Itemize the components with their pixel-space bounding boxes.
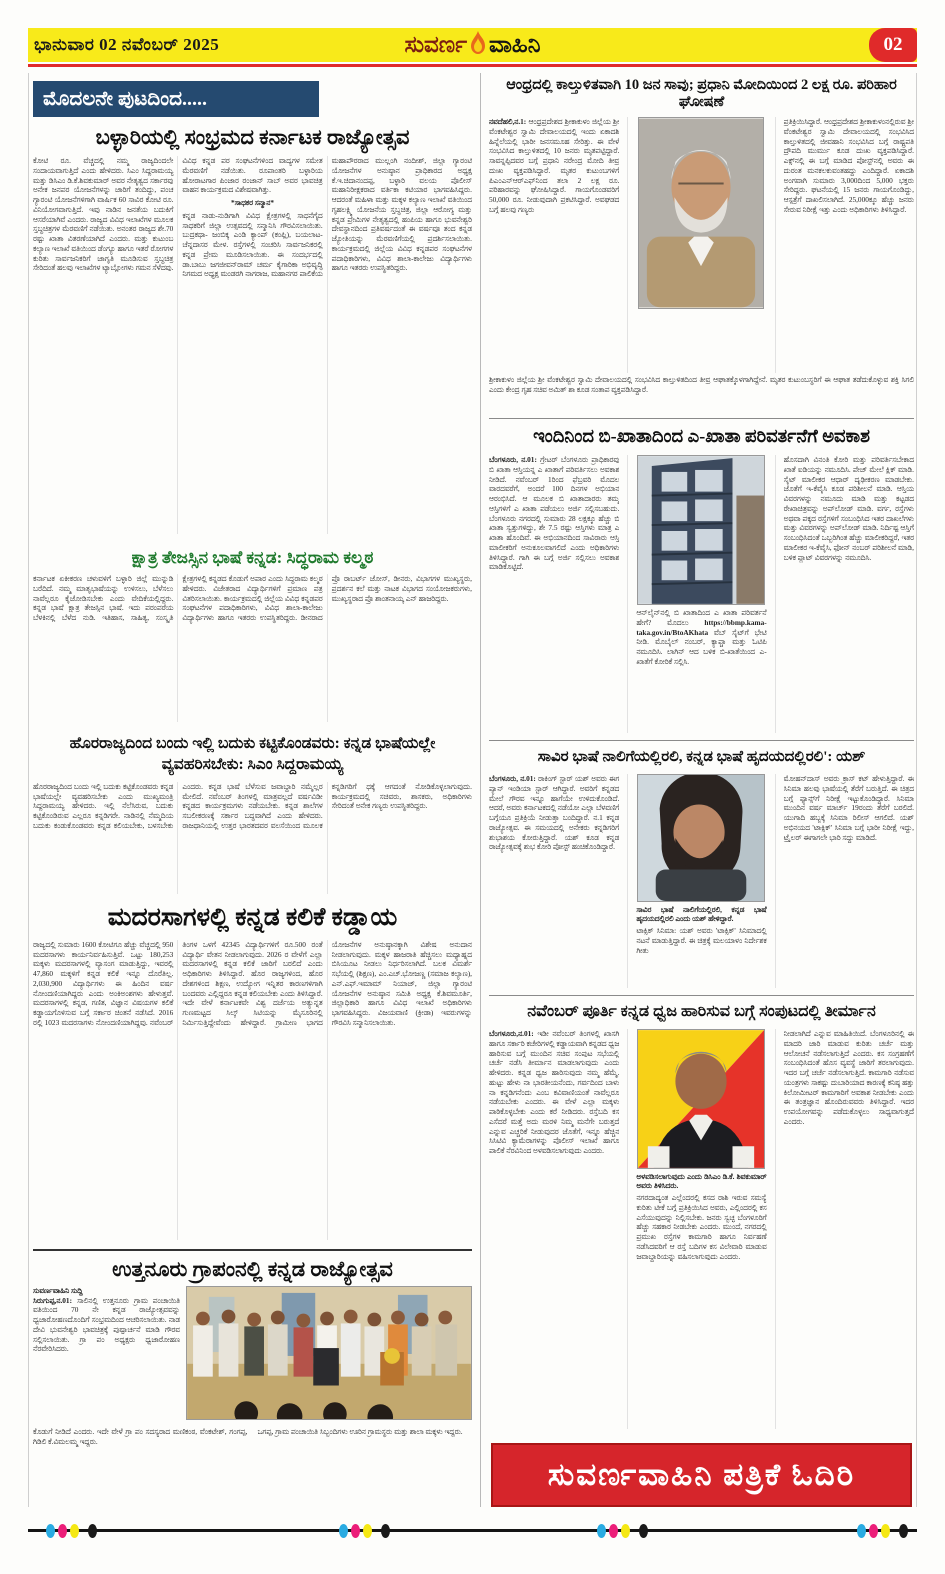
article-body bbox=[489, 774, 914, 988]
column-3 bbox=[775, 1029, 914, 1429]
group-photo bbox=[186, 1286, 472, 1420]
header-red-rule bbox=[28, 64, 917, 67]
body-text: ಹೊರರಾಜ್ಯದಿಂದ ಬಂದು ಇಲ್ಲಿ ಬದುಕು ಕಟ್ಟಿಕೊಂಡವರು ಕನ್ನಡ ಭಾಷೆಯಲ್ಲೇ ವ್ಯವಹರಿಸಬೇಕು ಎಂದು ಮುಖ್ಯಮಂತ್ರಿ ಸಿದ್ದರಾಮಯ್ಯ ಹೇಳಿದರು. ಇಲ್ಲಿ ನೆಲೆಸಿರುವ, ಬದುಕು ಕಟ್ಟಿಕೊಂಡಿರುವ ಎಲ್ಲರೂ ಕನ್ನಡಿಗರೇ. ನಾಡಿನಲ್ಲಿ ನೆಮ್ಮದಿಯ ಬದುಕು ಕಂಡುಕೊಂಡವರು ಕನ್ನಡ ಕಲಿಯಬೇಕು, ಬಳಸಬೇಕು ಎಂದರು. ಕನ್ನಡ ಭಾಷೆ ಬೆಳೆಸುವ ಜವಾಬ್ದಾರಿ ನಮ್ಮೆಲ್ಲರ ಮೇಲಿದೆ. ನವೆಂಬರ್ ತಿಂಗಳಲ್ಲಿ ಮಾತ್ರವಲ್ಲದೆ ವರ್ಷವಿಡೀ ಕನ್ನಡದ ಕಾರ್ಯಕ್ರಮಗಳು ನಡೆಯಬೇಕು. ಕನ್ನಡ ಶಾಲೆಗಳ ಸಬಲೀಕರಣಕ್ಕೆ ಸರ್ಕಾರ ಬದ್ಧವಾಗಿದೆ ಎಂದು ಹೇಳಿದರು. ರಾಜಧಾನಿಯಲ್ಲಿ ಉತ್ತರ ಭಾರತದವರ ವಲಸೆಯಿಂದ ಮೂಲಕ ಕನ್ನಡಿಗರಿಗೆ ಧಕ್ಕೆ ಆಗದಂತೆ ನೋಡಿಕೊಳ್ಳಲಾಗುವುದು. ಕಾರ್ಯಕ್ರಮದಲ್ಲಿ ಸಚಿವರು, ಶಾಸಕರು, ಅಧಿಕಾರಿಗಳು ಸೇರಿದಂತೆ ಅನೇಕ ಗಣ್ಯರು ಉಪಸ್ಥಿತರಿದ್ದರು. bbox=[33, 781, 472, 830]
article-madrasa-kannada bbox=[33, 904, 472, 1240]
article-body bbox=[489, 117, 914, 373]
body-text: ಸಾಲಿನಲ್ಲಿ ಉತ್ತನೂರು ಗ್ರಾಮ ಪಂಚಾಯಿತಿ ವತಿಯಿಂದ 70 ನೇ ಕನ್ನಡ ರಾಜ್ಯೋತ್ಸವವನ್ನು ಧ್ವಜಾರೋಹಣದೊಂದಿಗೆ ಸಂಭ್ರಮದಿಂದ ಆಚರಿಸಲಾಯಿತು. ನಾಡ ದೇವಿ ಭುವನೇಶ್ವರಿ ಭಾವಚಿತ್ರಕ್ಕೆ ಪುಷ್ಪಾರ್ಚನೆ ಮಾಡಿ ಗೌರವ ಸಲ್ಲಿಸಲಾಯಿತು. ಗ್ರಾ ಪಂ ಅಧ್ಯಕ್ಷರು ಧ್ವಜಾರೋಹಣ ನೆರವೇರಿಸಿದರು. bbox=[33, 1295, 180, 1354]
body-text: ಕರ್ನಾಟಕ ಏಕೀಕರಣ ಚಳುವಳಿಗೆ ಬಳ್ಳಾರಿ ಜಿಲ್ಲೆ ಮುನ್ನುಡಿ ಬರೆದಿದೆ. ನಮ್ಮ ಮಾತೃಭಾಷೆಯನ್ನು ಉಳಿಸಲು, ಬೆಳೆಸಲು ನಾವೆಲ್ಲರೂ ಕೈಜೋಡಿಸಬೇಕು ಎಂದು ವೇದಿಕೆಯಲ್ಲಿದ್ದರು. ಕನ್ನಡ ಭಾಷೆ ಕ್ಷಾತ್ರ ತೇಜಸ್ಸಿನ ಭಾಷೆ. ಇದು ಪರಂಪರೆಯ ಬೆಳಕಿನಲ್ಲಿ ಬೆಳೆದ ನುಡಿ. ಇತಿಹಾಸ, ಸಾಹಿತ್ಯ, ಸಂಸ್ಕೃತಿ ಕ್ಷೇತ್ರಗಳಲ್ಲಿ ಕನ್ನಡದ ಕೊಡುಗೆ ಅಪಾರ ಎಂದು ಸಿದ್ಧರಾಮ ಕಲ್ಮಠ ಹೇಳಿದರು. ವಿಜೇತರಾದ ವಿದ್ಯಾರ್ಥಿಗಳಿಗೆ ಪ್ರಮಾಣ ಪತ್ರ ವಿತರಿಸಲಾಯಿತು. ಕಾರ್ಯಕ್ರಮದಲ್ಲಿ ಜಿಲ್ಲೆಯ ವಿವಿಧ ಕನ್ನಡಪರ ಸಂಘಟನೆಗಳ ಪದಾಧಿಕಾರಿಗಳು, ವಿವಿಧ ಶಾಲಾ-ಕಾಲೇಜು ವಿದ್ಯಾರ್ಥಿಗಳು ಹಾಗೂ ಇತರರು ಉಪಸ್ಥಿತರಿದ್ದರು. ಡೀನರಾದ ಪ್ರೊ ರಾಬರ್ಟ್ ಜೋಸ್, ಡೀನರು, ವಿಭಾಗಗಳ ಮುಖ್ಯಸ್ಥರು, ಪ್ರದರ್ಶನ ಕಲೆ ಮತ್ತು ನಾಟಕ ವಿಭಾಗದ ಸಂಯೋಜಕರುಗಳು, ಮುಖ್ಯಸ್ಥರಾದ ಪ್ರೊ ಶಾಂತನಾಯ್ಕ ಎನ್ ಹಾಜರಿದ್ದರು. bbox=[33, 574, 472, 623]
read-paper-banner-text: ಸುವರ್ಣವಾಹಿನಿ ಪತ್ರಿಕೆ ಓದಿರಿ bbox=[547, 1456, 856, 1492]
print-registration-line bbox=[28, 1529, 917, 1532]
column-1 bbox=[489, 774, 619, 988]
column-1 bbox=[489, 455, 619, 733]
body-text: ಕನ್ನಡ ನಾಡು-ನುಡಿಗಾಗಿ ವಿವಿಧ ಕ್ಷೇತ್ರಗಳಲ್ಲಿ ಸಾಧನೆಗೈದ ಸಾಧಕರಿಗೆ ಜಿಲ್ಲಾ ಉತ್ಸವದಲ್ಲಿ ಸನ್ಮಾನಿಸಿ ಗೌರವಿಸಲಾಯಿತು. ಬುದ್ರಕಥಾ- ಜಂಬಿಕ್ಕ ಎಂಡಿ ಕ್ಯಾಂಪ್ (ಕಂಪ್ಲಿ), ಬಯಲಾಟ- ಚೆನ್ನದಾಸರ ಮೇಳ. ರಸ್ತೆಗಳಲ್ಲಿ ಸಂಚರಿಸಿ ಸಾರ್ವಜನಿಕರಲ್ಲಿ ಕನ್ನಡ ಪ್ರೇಮ ಮೂಡಿಸಲಾಯಿತು. ಈ ಸಂದರ್ಭದಲ್ಲಿ ಡಾ.ಬಾಬು ಜಗಜೀವನ್‌ರಾಮ್ ಚರ್ಮ ಕೈಗಾರಿಕಾ ಅಭಿವೃದ್ಧಿ ನಿಗಮದ ಅಧ್ಯಕ್ಷ ಮಂಡರಗಿ ನಾಗರಾಜ, ಮಹಾನಗರ ಪಾಲಿಕೆಯ ಮಹಾಪೌರರಾದ ಮುಲ್ಲಂಗಿ ನಂದೀಶ್, ಜಿಲ್ಲಾ ಗ್ಯಾರಂಟಿ ಯೋಜನೆಗಳ ಅನುಷ್ಠಾನ ಪ್ರಾಧಿಕಾರದ ಅಧ್ಯಕ್ಷ ಕೆ.ಇ.ಚಿದಾನಂದಪ್ಪ, ಬಳ್ಳಾರಿ ವಲಯ ಪೊಲೀಸ್ ಮಹಾನಿರೀಕ್ಷಕರಾದ ವರ್ತಿಕಾ ಕಟಿಯಾರ ಭಾಗವಹಿಸಿದ್ದರು. ಆದರಂತೆ ಮಹಿಳಾ ಮತ್ತು ಮಕ್ಕಳ ಕಲ್ಯಾಣ ಇಲಾಖೆ ವತಿಯಿಂದ ಗೃಹಲಕ್ಷ್ಮಿ ಯೋಜನೆಯ ಸ್ತಬ್ಧಚಿತ್ರ, ಜಿಲ್ಲಾ ಆರೋಗ್ಯ ಮತ್ತು ಕನ್ನಡ ಪ್ರೇಮಿಗಳ ನೇತೃತ್ವದಲ್ಲಿ ಹಂಪಿಯ ಹಾಗೂ ಭುವನೇಶ್ವರಿ ದೇವಸ್ಥಾನದಿಂದ ಪ್ರತಿವರ್ಷದಂತೆ ಈ ವರ್ಷವೂ ತಂದ ಕನ್ನಡ ಜ್ಯೋತಿಯನ್ನು ಮೆರವಣಿಗೆಯಲ್ಲಿ ಪ್ರದರ್ಶಿಸಲಾಯಿತು. ಕಾರ್ಯಕ್ರಮದಲ್ಲಿ ಜಿಲ್ಲೆಯ ವಿವಿಧ ಕನ್ನಡಪರ ಸಂಘಟನೆಗಳ ಪದಾಧಿಕಾರಿಗಳು, ವಿವಿಧ ಶಾಲಾ-ಕಾಲೇಜು ವಿದ್ಯಾರ್ಥಿಗಳು ಹಾಗೂ ಇತರರು ಉಪಸ್ಥಿತರಿದ್ದರು. bbox=[182, 156, 472, 279]
body-text: ಟಾಕ್ಸಿಕ್ ಸಿನಿಮಾ: ಯಶ್ ಅವರು 'ಟಾಕ್ಸಿಕ್' ಸಿನಿಮಾದಲ್ಲಿ ನಟನೆ ಮಾಡುತ್ತಿದ್ದಾರೆ. ಈ ಚಿತ್ರಕ್ಕೆ ಮಲಯಾಳಂ ನಿರ್ದೇಶಕ ಗೀತು bbox=[636, 925, 767, 955]
article-divider bbox=[489, 740, 914, 741]
dateline: ಬೆಂಗಳೂರು, ನ.01: bbox=[489, 455, 537, 464]
body-text: ನಗರದಾದ್ಯಂತ ಎಲ್ಲೆಂದರಲ್ಲಿ ಕಸದ ರಾಶಿ ಇರುವ ಸಮಸ್ಯೆ ಕುರಿತು ಟೀಕೆ ಬಗ್ಗೆ ಪ್ರತಿಕ್ರಿಯಿಸಿದ ಅವರು, ಎಲ್ಲಿಂದರಲ್ಲಿ ಕಸ ಎಸೆಯುವುದನ್ನು ನಿಲ್ಲಿಸಬೇಕು. ಜನರು ಸ್ವಚ್ಛ ಬೆಂಗಳೂರಿಗೆ ಹೆಚ್ಚು ಸಹಕಾರ ನೀಡಬೇಕು ಎಂದರು. ಮುಂದೆ, ನಗರದಲ್ಲಿ ಪ್ರಮುಖ ರಸ್ತೆಗಳ ಕಾಮಗಾರಿ ಹಾಗೂ ನಿರ್ವಹಣೆ ನಡೆಸಿದವರಿಗೆ ಆ ರಸ್ತೆ ಬದಿಗಳ ಕಸ ವಿಲೇವಾರಿ ಮಾಡುವ ಜವಾಬ್ದಾರಿಯನ್ನು ವಹಿಸಲಾಗುವುದು ಎಂದರು. bbox=[636, 1192, 767, 1261]
body-text: ಪ್ರತಿಕ್ರಿಯಿಸಿದ್ದಾರೆ. ಆಂಧ್ರಪ್ರದೇಶದ ಶ್ರೀಕಾಕುಳಂನಲ್ಲಿರುವ ಶ್ರೀ ವೆಂಕಟೇಶ್ವರ ಸ್ವಾಮಿ ದೇವಾಲಯದಲ್ಲಿ ಸಂಭವಿಸಿದ ಕಾಲ್ತುಳಿತದಲ್ಲಿ ಜೀವಹಾನಿ ಸಂಭವಿಸಿದ ಬಗ್ಗೆ ರಾಷ್ಟ್ರಪತಿ ದ್ರೌಪದಿ ಮುರ್ಮು ಕೂಡ ದುಃಖ ವ್ಯಕ್ತಪಡಿಸಿದ್ದಾರೆ. ಎಕ್ಸ್‌ನಲ್ಲಿ ಈ ಬಗ್ಗೆ ಮಾಡಿದ ಪೋಸ್ಟ್‌ನಲ್ಲಿ ಅವರು ಈ ದುರಂತ ಮನಕಲಕುವಂತಹದ್ದು ಎಂದಿದ್ದಾರೆ. ಏಕಾದಶಿ ಅಂಗವಾಗಿ ಸುಮಾರು 3,000ದಿಂದ 5,000 ಭಕ್ತರು ಸೇರಿದ್ದರು. ಘಟನೆಯಲ್ಲಿ 15 ಜನರು ಗಾಯಗೊಂಡಿದ್ದು, ಆಸ್ಪತ್ರೆಗೆ ದಾಖಲಿಸಲಾಗಿದೆ. 25,000ಕ್ಕೂ ಹೆಚ್ಚು ಜನರು ಸೇರುವ ನಿರೀಕ್ಷೆ ಇತ್ತು ಎಂದು ಅಧಿಕಾರಿಗಳು ತಿಳಿಸಿದ್ದಾರೆ. bbox=[783, 117, 914, 214]
article-headline: ನವೆಂಬರ್ ಪೂರ್ತಿ ಕನ್ನಡ ಧ್ವಜ ಹಾರಿಸುವ ಬಗ್ಗೆ ಸಂಪುಟದಲ್ಲಿ ತೀರ್ಮಾನ bbox=[527, 1003, 876, 1020]
cmyk-registration-marks bbox=[857, 1524, 908, 1538]
cmyk-registration-marks bbox=[46, 1524, 97, 1538]
photo-caption: ಸಾವಿರ ಭಾಷೆ ನಾಲಿಗೆಯಲ್ಲಿರಲಿ, ಕನ್ನಡ ಭಾಷೆ ಹೃದಯದಲ್ಲಿರಲಿ ಎಂದು ಯಶ್ ಹೇಳಿದ್ದಾರೆ. bbox=[636, 905, 767, 924]
lead-column bbox=[33, 1286, 180, 1423]
article-andhra-stampede bbox=[489, 77, 914, 411]
article-lower-columns bbox=[33, 1427, 472, 1495]
body-text: ಆಂಧ್ರಪ್ರದೇಶದ ಶ್ರೀಕಾಕುಳಂ ಜಿಲ್ಲೆಯ ಶ್ರೀ ವೆಂಕಟೇಶ್ವರ ಸ್ವಾಮಿ ದೇವಾಲಯದಲ್ಲಿ ಇಂದು ಏಕಾದಶಿ ಹಿನ್ನೆಲೆಯಲ್ಲಿ ಭಾರೀ ಜನಸಮೂಹ ಸೇರಿತ್ತು. ಈ ವೇಳೆ ಸಂಭವಿಸಿದ ಕಾಲ್ತುಳಿತದಲ್ಲಿ 10 ಜನರು ಮೃತಪಟ್ಟಿದ್ದಾರೆ. ಸಾವನ್ನಪ್ಪಿದವರ ಬಗ್ಗೆ ಪ್ರಧಾನಿ ನರೇಂದ್ರ ಮೋದಿ ತೀವ್ರ ದುಃಖ ವ್ಯಕ್ತಪಡಿಸಿದ್ದಾರೆ. ಮೃತರ ಕುಟುಂಬಗಳಿಗೆ ಪಿಎಂಎನ್‌ಆರ್‌ಎಫ್‌ನಿಂದ ತಲಾ 2 ಲಕ್ಷ ರೂ. ಪರಿಹಾರವನ್ನು ಘೋಷಿಸಿದ್ದಾರೆ. ಗಾಯಗೊಂಡವರಿಗೆ 50,000 ರೂ. ನೀಡುವುದಾಗಿ ಪ್ರಕಟಿಸಿದ್ದಾರೆ. ಅವಘಡದ ಬಗ್ಗೆ ಹಲವು ಗಣ್ಯರು bbox=[489, 117, 620, 214]
article-subhead: *ಸಾಧಕರ ಸನ್ಮಾನ* bbox=[230, 198, 274, 208]
continued-from-banner: ಮೊದಲನೇ ಪುಟದಿಂದ..... bbox=[33, 81, 319, 117]
photo-caption-text: ಶ್ರೀಕಾಕುಳಂ ಜಿಲ್ಲೆಯ ಶ್ರೀ ವೆಂಕಟೇಶ್ವರ ಸ್ವಾಮಿ ದೇವಾಲಯದಲ್ಲಿ ಸಂಭವಿಸಿದ ಕಾಲ್ತುಳಿತದಿಂದ ತೀವ್ರ ಆಘಾತಕ್ಕೊಳಗಾಗಿದ್ದೇನೆ. ಮೃತರ ಕುಟುಂಬಸ್ಥರಿಗೆ ಈ ಆಘಾತ ತಡೆದುಕೊಳ್ಳುವ ಶಕ್ತಿ ಸಿಗಲಿ ಎಂದು ಕೇಂದ್ರ ಗೃಹ ಸಚಿವ ಅಮಿತ್ ಶಾ ಕೂಡ ಸಂತಾಪ ವ್ಯಕ್ತಪಡಿಸಿದ್ದಾರೆ. bbox=[489, 375, 914, 394]
khata-portal-url: https://bbmp.kama-taka.gov.in/BtoAKhata bbox=[636, 617, 767, 637]
article-yash-kannada bbox=[489, 748, 914, 988]
masthead-word-1: ಸುವರ್ಣ bbox=[404, 32, 468, 57]
body-text: ಆನ್‌ಲೈನ್‌ನಲ್ಲಿ ಬಿ ಖಾತಾದಿಂದ ಎ ಖಾತಾ ಪರಿವರ್ತನೆ ಹೇಗೆ? ಮೊದಲು bbox=[636, 608, 767, 627]
article-body bbox=[489, 455, 914, 733]
section-divider bbox=[33, 1249, 472, 1251]
column-1 bbox=[489, 1029, 619, 1429]
column-3 bbox=[775, 117, 914, 373]
column-1 bbox=[489, 117, 619, 373]
article-divider bbox=[489, 995, 914, 996]
masthead-band bbox=[28, 28, 917, 62]
masthead-word-2: ವಾಹಿನಿ bbox=[489, 32, 541, 57]
article-lead-row bbox=[33, 1286, 472, 1423]
body-text: ವೆಬ್ ಸೈಟ್‌ಗೆ ಭೇಟಿ ನೀಡಿ. ಮೊಬೈಲ್ ನಂಬರ್, ಕ್ಯಾಪ್ಚಾ ಮತ್ತು ಓಟಿಪಿ ನಮೂದಿಸಿ. ಲಾಗಿನ್ ಆದ ಬಳಿಕ ಬಿ-ಖಾತೆಯಿಂದ ಎ-ಖಾತೆಗೆ ಕೋರಿಕೆ ಸಲ್ಲಿಸಿ. bbox=[636, 627, 767, 666]
article-body bbox=[33, 156, 472, 534]
dk-shivakumar-photo bbox=[637, 1029, 765, 1169]
column-2 bbox=[627, 774, 766, 988]
column-3 bbox=[775, 774, 914, 988]
article-flag-cabinet-decision bbox=[489, 1003, 914, 1429]
body-text: ಕೋಟಿ ರೂ. ವೆಚ್ಚದಲ್ಲಿ ನಮ್ಮ ರಾಜ್ಯದಿಂದಲೇ ಸಂದಾಯವಾಗುತ್ತಿದೆ ಎಂದು ಹೇಳಿದರು. ಸಿಎಂ ಸಿದ್ದರಾಮಯ್ಯ ಮತ್ತು ಡಿಸಿಎಂ ಡಿ.ಕೆ.ಶಿವಕುಮಾರ್ ಅವರ ನೇತೃತ್ವದ ಸರ್ಕಾರವು ಅನೇಕ ಜನಪರ ಯೋಜನೆಗಳನ್ನು ಜಾರಿಗೆ ತಂದಿದ್ದು, ಪಂಚ ಗ್ಯಾರಂಟಿ ಯೋಜನೆಗಳಿಗಾಗಿ ವಾರ್ಷಿಕ 60 ಸಾವಿರ ಕೋಟಿ ರೂ. ವಿನಿಯೋಗವಾಗುತ್ತಿದೆ. ಇವು ನಾಡಿನ ಜನತೆಯ ಬದುಕಿಗೆ ಆಸರೆಯಾಗಿವೆ ಎಂದರು. ರಾಜ್ಯದ ವಿವಿಧ ಇಲಾಖೆಗಳ ಮೂಲಕ ಸ್ತಬ್ಧಚಿತ್ರಗಳ ಮೆರವಣಿಗೆ ನಡೆಯಿತು. ಅನಂತರ ರಾಜ್ಯದ ಶೇ.70 ರಷ್ಟು ಖಾತಾ ವಿತರಣೆಯಾಗಿದೆ ಎಂದರು. ಮತ್ತು ಕುಟುಂಬ ಕಲ್ಯಾಣ ಇಲಾಖೆ ವತಿಯಿಂದ ಡೆಂಗ್ಯೂ ಹಾಗೂ ಇತರೆ ರೋಗಗಳ ಕುರಿತು ಸಾರ್ವಜನಿಕರಿಗೆ ಜಾಗೃತಿ ಮೂಡಿಸುವ ಸ್ತಬ್ಧಚಿತ್ರ ಸೇರಿದಂತೆ ಹಲವು ಇಲಾಖೆಗಳ ಟ್ಯಾಬ್ಲೋಗಳು ಗಮನ ಸೆಳೆದವು. ವಿವಿಧ ಕನ್ನಡ ಪರ ಸಂಘಟನೆಗಳಿಂದ ವಾದ್ಯಗಳ ಸಮೇತ ಮೆರವಣಿಗೆ ನಡೆಯಿತು. ರೂಪಾಂತರಿ ಬಳ್ಳಾರಿಯ ಹೋರಾಟಗಾರ ಪಿಂಜಾರ ರಂಜಾನ್ ಸಾಬ್ ಅವರ ಭಾವಚಿತ್ರ ವಾಹನ ಕಾರ್ಯಕ್ರಮದ ವಿಶೇಷವಾಗಿತ್ತು. bbox=[33, 156, 323, 273]
column-2 bbox=[627, 455, 766, 733]
article-headline: ಉತ್ತನೂರು ಗ್ರಾಪಂನಲ್ಲಿ ಕನ್ನಡ ರಾಜ್ಯೋತ್ಸವ bbox=[112, 1256, 393, 1281]
column-2 bbox=[627, 1029, 766, 1429]
article-body bbox=[33, 574, 472, 722]
cmyk-registration-marks bbox=[339, 1524, 390, 1538]
body-text: ಕೊಡುಗೆ ನೀಡಿದೆ ಎಂದರು. ಇದೇ ವೇಳೆ ಗ್ರಾ ಪಂ ಸದಸ್ಯರಾದ ಮಣಿಕಂಠ, ವೆಂಕಟೇಶ್, ಗಂಗಪ್ಪ, ಗಿಡಿಲಿ ಕೆ.ವಿಮಲಮ್ಮ ಇದ್ದರು. bbox=[33, 1426, 248, 1446]
body-text: ಒಗಪ್ಪ, ಗ್ರಾಮ ಪಂಚಾಯಿತಿ ಸಿಬ್ಬಂದಿಗಳು ಊರಿನ ಗ್ರಾಮಸ್ಥರು ಮತ್ತು ಶಾಲಾ ಮಕ್ಕಳು ಇದ್ದರು. bbox=[257, 1426, 463, 1436]
edition-date: ಭಾನುವಾರ 02 ನವೆಂಬರ್ 2025 bbox=[34, 35, 220, 54]
news-service-label: ಸುವರ್ಣವಾಹಿನಿ ಸುದ್ದಿ bbox=[33, 1285, 83, 1295]
dateline: ಬೆಂಗಳೂರು, ನ.01: bbox=[489, 774, 536, 783]
article-divider bbox=[489, 418, 914, 419]
column-3 bbox=[775, 455, 914, 733]
article-headline: ಮದರಸಾಗಳಲ್ಲಿ ಕನ್ನಡ ಕಲಿಕೆ ಕಡ್ಡಾಯ bbox=[107, 903, 398, 931]
article-headline: ಹೊರರಾಜ್ಯದಿಂದ ಬಂದು ಇಲ್ಲಿ ಬದುಕು ಕಟ್ಟಿಕೊಂಡವರು: ಕನ್ನಡ ಭಾಷೆಯಲ್ಲೇ ವ್ಯವಹರಿಸಬೇಕು: ಸಿಎಂ ಸಿದ್ದರಾಮಯ್ಯ bbox=[69, 735, 436, 773]
dateline: ಸಿರುಗುಪ್ಪ,ನ.01: bbox=[33, 1295, 72, 1305]
article-kshatra-tejas bbox=[33, 548, 472, 722]
dateline: ಬೆಂಗಳೂರು,ನ.01: bbox=[489, 1029, 534, 1038]
article-headline: ಆಂಧ್ರದಲ್ಲಿ ಕಾಲ್ತುಳಿತವಾಗಿ 10 ಜನ ಸಾವು; ಪ್ರಧಾನಿ ಮೋದಿಯಿಂದ 2 ಲಕ್ಷ ರೂ. ಪರಿಹಾರ ಘೋಷಣೆ bbox=[506, 77, 897, 110]
body-text: ಮೋಹನ್‌ದಾಸ್ ಅವರು ಕ್ರಾಸ್ ಕಟ್ ಹೇಳುತ್ತಿದ್ದಾರೆ. ಈ ಸಿನಿಮಾ ಹಲವು ಭಾಷೆಯಲ್ಲಿ ತೆರೆಗೆ ಬರುತ್ತಿದೆ. ಈ ಚಿತ್ರದ ಬಗ್ಗೆ ಫ್ಯಾನ್ಸ್‌ಗೆ ನಿರೀಕ್ಷೆ ಇಟ್ಟುಕೊಂಡಿದ್ದಾರೆ. ಸಿನಿಮಾ ಮುಂದಿನ ವರ್ಷ ಮಾರ್ಚ್ 19ರಂದು ತೆರೆಗೆ ಬರಲಿದೆ. ಯುಗಾದಿ ಹಬ್ಬಕ್ಕೆ ಸಿನಿಮಾ ರಿಲೀಸ್ ಆಗಲಿದೆ. ಯಶ್ ಅಭಿನಯದ 'ಟಾಕ್ಸಿಕ್' ಸಿನಿಮಾ ಬಗ್ಗೆ ಭಾರೀ ನಿರೀಕ್ಷೆ ಇದ್ದು, ಟ್ರೈಲರ್ ಈಗಾಗಲೇ ಭಾರಿ ಸದ್ದು ಮಾಡಿದೆ. bbox=[783, 774, 914, 842]
article-cm-statement bbox=[33, 734, 472, 894]
article-headline: ಸಾವಿರ ಭಾಷೆ ನಾಲಿಗೆಯಲ್ಲಿರಲಿ, ಕನ್ನಡ ಭಾಷೆ ಹೃದಯದಲ್ಲಿರಲಿ': ಯಶ್ bbox=[537, 749, 866, 765]
body-text: ರಾಜ್ಯದಲ್ಲಿ ಸುಮಾರು 1600 ಕೋಟಿಗೂ ಹೆಚ್ಚು ವೆಚ್ಚದಲ್ಲಿ 950 ಮದರಸಾಗಳು ಕಾರ್ಯನಿರ್ವಹಿಸುತ್ತಿವೆ. ಒಟ್ಟು 180,253 ಮಕ್ಕಳು ಮದರಸಾಗಳಲ್ಲಿ ವ್ಯಾಸಂಗ ಮಾಡುತ್ತಿದ್ದು, ಇವರಲ್ಲಿ 47,860 ಮಕ್ಕಳಿಗೆ ಕನ್ನಡ ಕಲಿಕೆ ಇನ್ನೂ ದೊರೆತಿಲ್ಲ. 2,030,900 ವಿದ್ಯಾರ್ಥಿಗಳು ಈ ಹಿಂದಿನ ವರ್ಷ ನೋಂದಣಿಯಾಗಿದ್ದರು ಎಂದು ಅಂಕಿಅಂಶಗಳು ಹೇಳುತ್ತವೆ. ಮದರಸಾಗಳಲ್ಲಿ ಕನ್ನಡ, ಗಣಿತ, ವಿಜ್ಞಾನ ವಿಷಯಗಳ ಕಲಿಕೆ ಕಡ್ಡಾಯಗೊಳಿಸುವ ಬಗ್ಗೆ ಸರ್ಕಾರ ಚಿಂತನೆ ನಡೆಸಿದೆ. 2016 ರಲ್ಲಿ 1023 ಮದರಸಾಗಳು ನೋಂದಣಿಯಾಗಿದ್ದವು. ನವೆಂಬರ್ ತಿಂಗಳ ಒಳಗೆ 42345 ವಿದ್ಯಾರ್ಥಿಗಳಿಗೆ ರೂ.500 ರಂತೆ ವಿದ್ಯಾರ್ಥಿ ವೇತನ ನೀಡಲಾಗುವುದು. 2026 ರ ವೇಳೆಗೆ ಎಲ್ಲಾ ಮದರಸಾಗಳಲ್ಲಿ ಕನ್ನಡ ಕಲಿಕೆ ಜಾರಿಗೆ ಬರಲಿದೆ ಎಂದು ಅಧಿಕಾರಿಗಳು ತಿಳಿಸಿದ್ದಾರೆ. ಹೊರ ರಾಜ್ಯಗಳಿಂದ, ಹೊರ ದೇಶಗಳಿಂದ ಶಿಕ್ಷಣ, ಉದ್ಯೋಗ ಇನ್ನಿತರ ಕಾರಣಗಳಿಗಾಗಿ ಬಂದವರು ಎಲ್ಲಿದ್ದರೂ ಕನ್ನಡ ಕಲಿಯಬೇಕು ಎಂದು ತಿಳಿಸಿದ್ದಾರೆ. ಇದೇ ವೇಳೆ ಕರ್ನಾಟಕವೇ ವಿಶ್ವ ದರ್ಜೆಯ ಅತ್ಯುನ್ನತ ಗುಣಮಟ್ಟದ ಸಿಲ್ಕ್ ಸಿಟಿಯನ್ನು ಮೈಸೂರಿನಲ್ಲಿ ನಿರ್ಮಿಸುತ್ತಿದ್ದೇವೆಂದು ಹೇಳಿದ್ದಾರೆ. ಗ್ರಾಮೀಣ ಭಾಗದ ಯೋಜನೆಗಳ ಅನುಷ್ಠಾನಕ್ಕಾಗಿ ವಿಶೇಷ ಅನುದಾನ ನೀಡಲಾಗುವುದು. ಮಕ್ಕಳ ಹಾಜರಾತಿ ಹೆಚ್ಚಿಸಲು ಮಧ್ಯಾಹ್ನದ ಬಿಸಿಯೂಟ ನೀಡಲು ನಿರ್ಧರಿಸಲಾಗಿದೆ. ಬಲಕ ವಿಮರ್ಶೆ ಸಭೆಯಲ್ಲಿ (ಶಿಕ್ಷಣ), ಎಂ.ಎಚ್.ಭೋಜಣ್ಣ (ಸಮಾಜ ಕಲ್ಯಾಣ), ಎನ್.ಎಫ್.ಇಮಾಮ್ ನಿಯಾಜ್, ಜಿಲ್ಲಾ ಗ್ಯಾರಂಟಿ ಯೋಜನೆಗಳ ಅನುಷ್ಠಾನ ಸಮಿತಿ ಅಧ್ಯಕ್ಷ ಕೆ.ಶಿವಮೂರ್ತಿ, ಜಿಲ್ಲಾಧಿಕಾರಿ ಹಾಗೂ ವಿವಿಧ ಇಲಾಖೆ ಅಧಿಕಾರಿಗಳು ಭಾಗವಹಿಸಿದ್ದರು. ವಿಜಯವಾಣಿ (ಕ್ರೀಡಾ) ಇವರುಗಳನ್ನು ಗೌರವಿಸಿ ಸನ್ಮಾನಿಸಲಾಯಿತು. bbox=[33, 939, 472, 1027]
cmyk-registration-marks bbox=[597, 1524, 648, 1538]
dateline: ನವದೆಹಲಿ,ನ.1: bbox=[489, 117, 527, 126]
article-body bbox=[489, 1029, 914, 1429]
photo-caption: ಅಳವಡಿಸಲಾಗುವುದು ಎಂದು ಡಿಸಿಎಂ ಡಿ.ಕೆ. ಶಿವಕುಮಾರ್ ಅವರು ತಿಳಿಸಿದರು. bbox=[636, 1172, 767, 1191]
article-body bbox=[33, 940, 472, 1240]
page-content bbox=[28, 73, 917, 1507]
right-section bbox=[481, 73, 916, 1507]
flame-icon bbox=[469, 30, 487, 61]
article-body bbox=[33, 782, 472, 894]
building-photo bbox=[637, 455, 765, 605]
body-text: ಹೊಸದಾಗಿ ವಿನಂತಿ ಕೋರಿ ಮತ್ತು ಪರಿವರ್ತಿಸಬೇಕಾದ ಖಾತೆ ಐಡಿಯನ್ನು ನಮೂದಿಸಿ. ಪೇಜ್ ಮೇಲೆ ಕ್ಲಿಕ್ ಮಾಡಿ. ಸೈಟ್ ಮಾಲೀಕರ ಆಧಾರ್ ದೃಢೀಕರಣ ಮಾಡಬೇಕು. ಜೊತೆಗೆ ಇ-ಕೆವೈಸಿ ಕೂಡ ಪರಿಶೀಲನೆ ಮಾಡಿ. ಆಸ್ತಿಯ ವಿವರಗಳನ್ನು ನಮೂದು ಮಾಡಿ ಮತ್ತು ಕಟ್ಟಡದ ರೇಖಾಚಿತ್ರವನ್ನು ಅಪ್‌ಲೋಡ್ ಮಾಡಿ. ವರ್ಗ, ರಸ್ತೆಗಳು ಅಥವಾ ಪಕ್ಕದ ರಸ್ತೆಗಳಿಗೆ ಸಂಬಂಧಿಸಿದ ಇತರ ದಾಖಲೆಗಳು ಮತ್ತು ವಿವರಗಳನ್ನು ಅಪ್‌ಲೋಡ್ ಮಾಡಿ. ನಿರ್ದಿಷ್ಟ ಆಸ್ತಿಗೆ ಸಂಬಂಧಿಸಿದಂತೆ ಒಬ್ಬರಿಗಿಂತ ಹೆಚ್ಚು ಮಾಲೀಕರಿದ್ದರೆ, ಇತರ ಮಾಲೀಕರ ಇ-ಕೆವೈಸಿ, ಫೋನ್ ನಂಬರ್ ಪರಿಶೀಲನೆ ಮಾಡಿ, ಬಳಿಕ ಪ್ಲಾಟ್ ವಿವರಗಳನ್ನು ನಮೂದಿಸಿ. bbox=[783, 455, 914, 562]
yash-photo bbox=[637, 774, 765, 902]
modi-photo bbox=[638, 117, 764, 309]
column-2 bbox=[627, 117, 766, 373]
article-headline: ಇಂದಿನಿಂದ ಬಿ-ಖಾತಾದಿಂದ ಎ-ಖಾತಾ ಪರಿವರ್ತನೆಗೆ ಅವಕಾಶ bbox=[533, 426, 870, 446]
body-text: ಇಡೀ ನವೆಂಬರ್ ತಿಂಗಳಲ್ಲಿ ಖಾಸಗಿ ಹಾಗೂ ಸರ್ಕಾರಿ ಕಚೇರಿಗಳಲ್ಲಿ ಕಡ್ಡಾಯವಾಗಿ ಕನ್ನಡದ ಧ್ವಜ ಹಾರಿಸುವ ಬಗ್ಗೆ ಮುಂದಿನ ಸಚಿವ ಸಂಪುಟ ಸಭೆಯಲ್ಲಿ ಚರ್ಚೆ ನಡೆಸಿ ತೀರ್ಮಾನ ಮಾಡಲಾಗುವುದು ಎಂದು ಹೇಳಿದರು. ಕನ್ನಡ ಧ್ವಜ ಹಾರಿಸುವುದು ನಮ್ಮ ಹೆಮ್ಮೆ. ಹುಟ್ಟು ಹೇಳು ನಾ ಭಾರತೀಯನೆಂದು, ಗರ್ವದಿಂದ ಬಾಳು ನಾ ಕನ್ನಡಿಗನೆಂದು ಎಂಬ ಕವಿವಾಣಿಯಂತೆ ನಾವೆಲ್ಲರೂ ನಡೆಯಬೇಕು ಎಂದರು. ಈ ವೇಳೆ ಎಲ್ಲಾ ಮಕ್ಕಳು ಪಾಠಿಕೊಳ್ಳಬೇಕು ಎಂದು ಕರೆ ನೀಡಿದರು. ರಸ್ತೆಬದಿ ಕಸ ಎಸೆದರೆ ಮತ್ತೆ ಅದು ಮರಳಿ ನಿಮ್ಮ ಮನೆಗೇ ಬರುತ್ತದೆ ಎನ್ನುವ ಎಚ್ಚರಿಕೆ ನೀಡುವುದರ ಜೊತೆಗೆ, ಇನ್ನೂ ಹೆಚ್ಚಿನ ಸಿಸಿಟಿವಿ ಕ್ಯಾಮೆರಾಗಳನ್ನು ಪೊಲೀಸ್ ಇಲಾಖೆ ಹಾಗೂ ಪಾಲಿಕೆ ನೆರವಿನಿಂದ ಅಳವಡಿಸಲಾಗುವುದು ಎಂದರು. bbox=[489, 1029, 620, 1156]
body-text: ಗ್ರೇಟರ್ ಬೆಂಗಳೂರು ಪ್ರಾಧಿಕಾರವು ಬಿ ಖಾತಾ ಆಸ್ತಿಯನ್ನ ಎ ಖಾತಾಗೆ ಪರಿವರ್ತಿಸಲು ಅವಕಾಶ ನೀಡಿದೆ. ನವೆಂಬರ್ 1ರಿಂದ ಫೆಬ್ರವರಿ ಮೊದಲ ವಾರದವರೆಗೆ, ಅಂದರೆ 100 ದಿನಗಳ ಅಭಿಯಾನ ಆರಂಭಿಸಿದೆ. ಆ ಮೂಲಕ ಬಿ ಖಾತಾದಾರರು ತಮ್ಮ ಆಸ್ತಿಗಳಿಗೆ ಎ ಖಾತಾ ಪಡೆಯಲು ಅರ್ಜಿ ಸಲ್ಲಿಸಬಹುದು. ಬೆಂಗಳೂರು ನಗರದಲ್ಲಿ ಸುಮಾರು 28 ಲಕ್ಷಕ್ಕೂ ಹೆಚ್ಚು ಬಿ ಖಾತಾ ಸ್ವತ್ತುಗಳಿದ್ದು, ಶೇ 7.5 ರಷ್ಟು ಆಸ್ತಿಗಳು ಮಾತ್ರ ಎ ಖಾತಾ ಹೊಂದಿವೆ. ಈ ಅಭಿಯಾನದಿಂದ ಸಾವಿರಾರು ಆಸ್ತಿ ಮಾಲೀಕರಿಗೆ ಅನುಕೂಲವಾಗಲಿದೆ ಎಂದು ಅಧಿಕಾರಿಗಳು ತಿಳಿಸಿದ್ದಾರೆ. ಗಾಗಿ ಈ ಬಗ್ಗೆ ಅರ್ಜಿ ಸಲ್ಲಿಸಲು ಅವಕಾಶ ಮಾಡಿಕೊಟ್ಟಿದೆ. bbox=[489, 455, 620, 572]
body-text: ನೀಡಲಾಗಿದೆ ಎನ್ನುವ ಮಾಹಿತಿಯಿದೆ. ಬೆಂಗಳೂರಿನಲ್ಲಿ ಈ ಮಾದರಿ ಜಾರಿ ಮಾಡುವ ಕುರಿತು ಚರ್ಚೆ ಮತ್ತು ಆಲೋಚನೆ ನಡೆಸಲಾಗುತ್ತಿದೆ ಎಂದರು. ಕಸ ಸಂಗ್ರಹಣೆಗೆ ಸಂಬಂಧಿಸಿದಂತೆ ಹೊಸ ವ್ಯವಸ್ಥೆ ಜಾರಿಗೆ ತರಲಾಗುವುದು. ಇದರ ಬಗ್ಗೆ ಚರ್ಚೆ ನಡೆಸಲಾಗುತ್ತಿದೆ. ಕಾಮಗಾರಿ ನಡೆಸುವ ಯಂತ್ರಗಳು ಸಾಕಷ್ಟು ದುಬಾರಿಯಾದ ಕಾರಣಕ್ಕೆ ಕನಿಷ್ಠ ಹತ್ತು ಕಿಲೋಮೀಟರ್ ಕಾಮಗಾರಿಗೆ ಅವಕಾಶ ನೀಡಬೇಕು ಎಂದು ಈ ತಂತ್ರಜ್ಞಾನ ಹೊಂದಿರುವವರು ತಿಳಿಸಿದ್ದಾರೆ. ಇದರ ಉಪಯೋಗವನ್ನು ಪಡೆದುಕೊಳ್ಳಲು ಸಾಧ್ಯವಾಗುತ್ತದೆ ಎಂದರು. bbox=[783, 1029, 914, 1126]
read-paper-banner bbox=[491, 1443, 912, 1507]
page-number-badge: 02 bbox=[869, 28, 917, 62]
left-section bbox=[29, 73, 481, 1507]
body-text: ರಾಕಿಂಗ್ ಸ್ಟಾರ್ ಯಶ್ ಅವರು ಈಗ ಪ್ಯಾನ್ ಇಂಡಿಯಾ ಸ್ಟಾರ್ ಆಗಿದ್ದಾರೆ. ಅವರಿಗೆ ಕನ್ನಡದ ಮೇಲೆ ಗೌರವ ಇನ್ನೂ ಹಾಗೆಯೇ ಉಳಿದುಕೊಂಡಿದೆ. ಆದರೆ, ಅವರು ಕರ್ನಾಟಕದಲ್ಲಿ ನಡೆಯೋ ಎಲ್ಲಾ ಬೆಳವಣಿಗೆ ಬಗ್ಗೆಯೂ ಪ್ರತಿಕ್ರಿಯೆ ನೀಡುತ್ತಾ ಬಂದಿದ್ದಾರೆ. ನ.1 ಕನ್ನಡ ರಾಜ್ಯೋತ್ಸವ. ಈ ಸಮಯದಲ್ಲಿ ಅನೇಕರು ಕನ್ನಡಿಗರಿಗೆ ಶುಭಾಶಯ ಕೋರುತ್ತಿದ್ದಾರೆ. ಯಶ್ ಕೂಡ ಕನ್ನಡ ರಾಜ್ಯೋತ್ಸವಕ್ಕೆ ಶುಭ ಕೋರಿ ಪೋಸ್ಟ್ ಹಂಚಿಕೊಂಡಿದ್ದಾರೆ. bbox=[489, 774, 620, 852]
article-ballari-rajyotsava bbox=[33, 125, 472, 534]
article-khata-conversion bbox=[489, 426, 914, 733]
article-uttanuru-rajyotsava bbox=[33, 1257, 472, 1495]
article-headline: ಕ್ಷಾತ್ರ ತೇಜಸ್ಸಿನ ಭಾಷೆ ಕನ್ನಡ: ಸಿದ್ಧರಾಮ ಕಲ್ಮಠ bbox=[131, 548, 374, 567]
article-headline: ಬಳ್ಳಾರಿಯಲ್ಲಿ ಸಂಭ್ರಮದ ಕರ್ನಾಟಕ ರಾಜ್ಯೋತ್ಸವ bbox=[95, 125, 410, 149]
